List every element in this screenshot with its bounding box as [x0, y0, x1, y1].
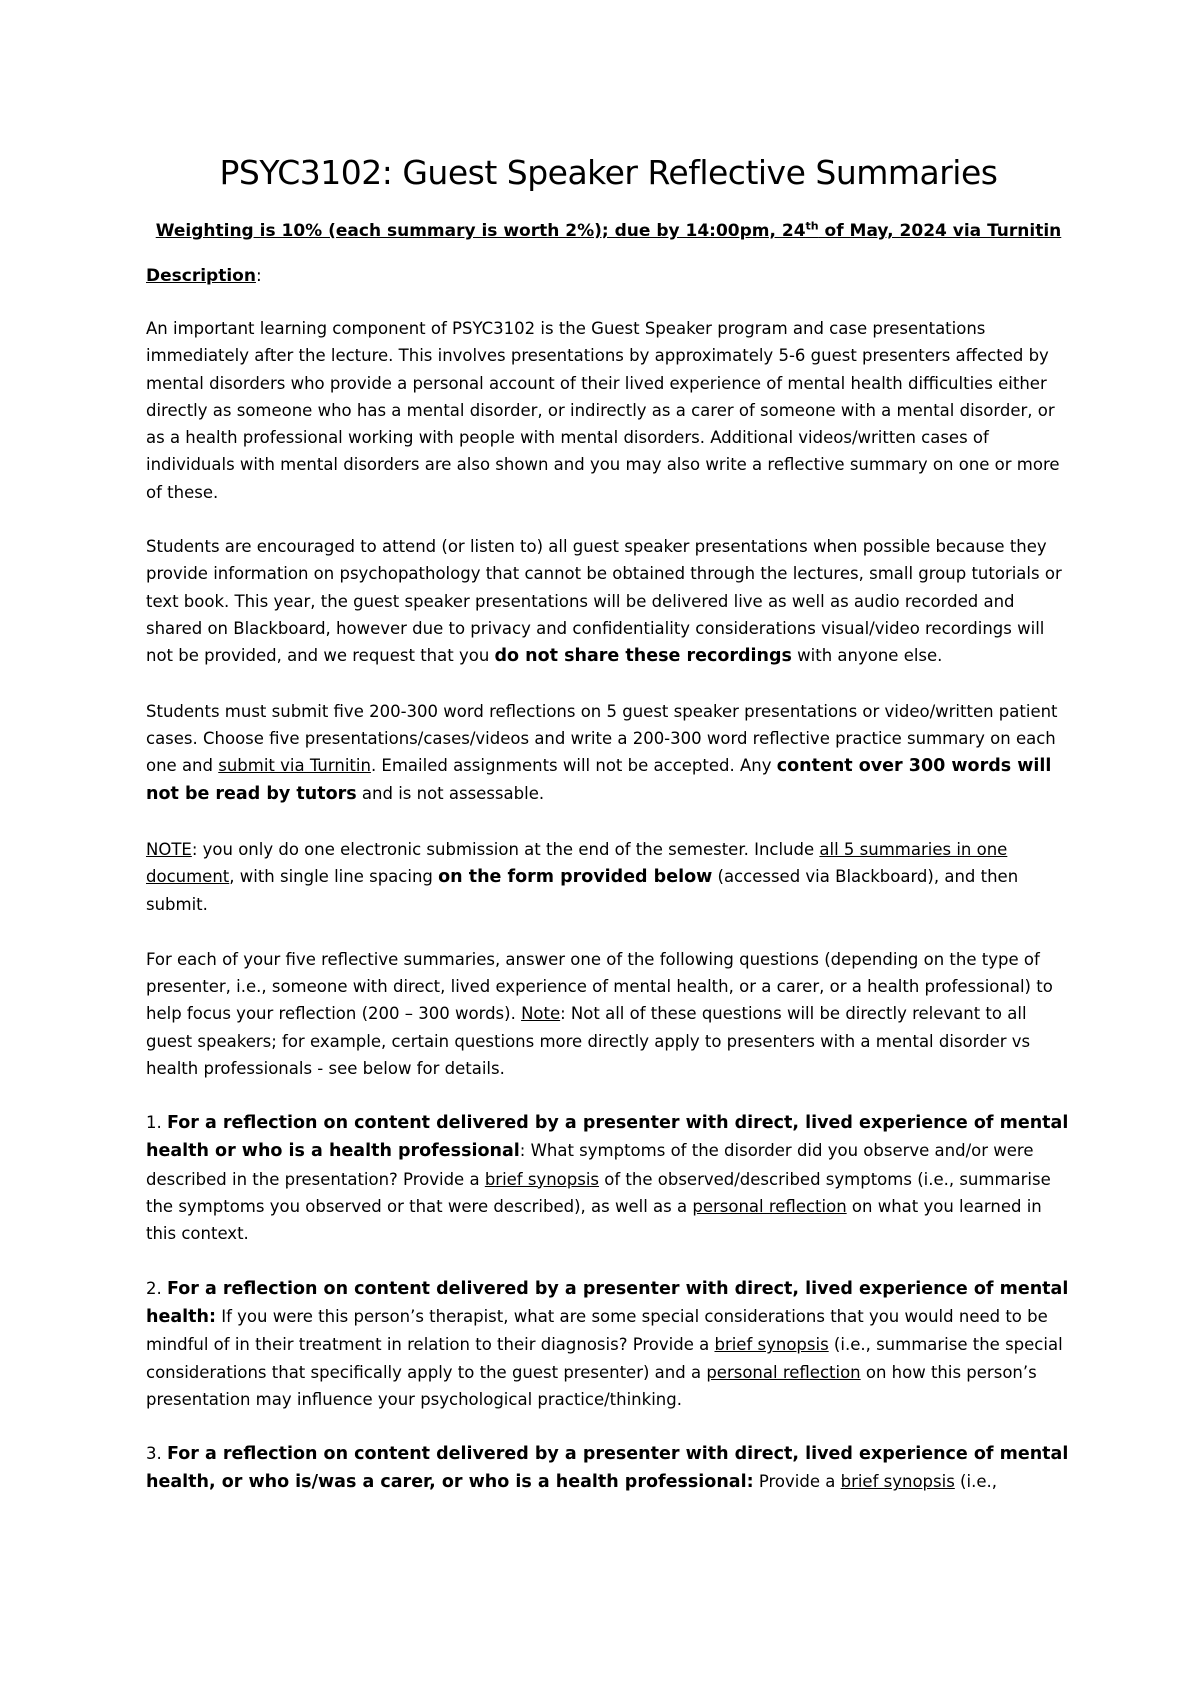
note-label: NOTE	[146, 839, 192, 859]
question-2-text-2: (i.e., summarise the special considerations that specifically apply to the guest presenter) and a	[146, 1335, 1063, 1382]
description-heading-colon: :	[255, 266, 262, 286]
document-body	[146, 150, 1071, 1524]
question-1-number: 1.	[146, 1113, 167, 1133]
questions-intro-text-2: : Not all of these questions will be directly relevant to all guest speakers; for example, certain questions more directly apply to presenters with a mental disorder vs health professionals - see below for details.	[146, 1004, 1031, 1078]
submission-text-2: . Emailed assignments will not be accepted. Any	[370, 756, 777, 776]
question-1-underline-2: personal reflection	[692, 1197, 847, 1217]
questions-intro-note: Note	[521, 1004, 561, 1024]
paragraph-attendance	[146, 533, 1071, 670]
question-3-heading: For a reflection on content delivered by a presenter with direct, lived experience of mental health, or who is/was a carer, or who is a health professional:	[146, 1444, 1069, 1493]
question-1-text-1: : What symptoms of the disorder did you observe and/or were described in the presentation? Provide a	[146, 1141, 1034, 1189]
subtitle-text-end: of May, 2024 via Turnitin	[818, 221, 1062, 241]
note-bold: on the form provided below	[438, 867, 713, 888]
paragraph-attendance-end: with anyone else.	[791, 646, 943, 666]
question-3-text-1: Provide a	[753, 1472, 841, 1492]
note-text-1: : you only do one electronic submission at the end of the semester. Include	[191, 839, 820, 859]
paragraph-attendance-text: Students are encouraged to attend (or listen to) all guest speaker presentations when possible because they provide information on psychopathology that cannot be obtained through the lectures, small group tutorials or text book. This year, the guest speaker presentations will be delivered live as well as audio recorded and shared on Blackboard, however due to privacy and confidentiality considerations visual/video recordings will not be provided, and we request that you	[146, 537, 1062, 666]
question-1-text-2: of the observed/described symptoms (i.e., summarise the symptoms you observed or that were described), as well as a	[146, 1169, 1051, 1217]
question-1-text-3: on what you learned in this context.	[146, 1197, 1042, 1244]
question-1-heading: For a reflection on content delivered by a presenter with direct, lived experience of mental health or who is a health professional	[146, 1113, 1069, 1162]
note-text-2: , with single line spacing	[229, 867, 439, 887]
question-1-underline-1: brief synopsis	[484, 1169, 600, 1189]
question-2	[146, 1275, 1071, 1413]
questions-intro-text-1: For each of your five reflective summaries, answer one of the following questions (depending on the type of presenter, i.e., someone with direct, lived experience of mental health, or a carer, or a health professional) to help focus your reflection (200 – 300 words).	[146, 949, 1053, 1024]
paragraph-note	[146, 836, 1071, 919]
note-text-3: (accessed via Blackboard), and then submit.	[146, 867, 1019, 915]
note-underline: all 5 summaries in one document	[146, 839, 1008, 887]
question-3-number: 3.	[146, 1444, 167, 1464]
document-title: PSYC3102: Guest Speaker Reflective Summaries	[219, 153, 998, 192]
question-3-underline-1: brief synopsis	[840, 1472, 955, 1492]
submission-text-1: Students must submit five 200-300 word reflections on 5 guest speaker presentations or video/written patient cases. Choose five presentations/cases/videos and write a 200-300 word reflective practice summary on each one and	[146, 701, 1058, 776]
submission-bold: content over 300 words will not be read by tutors	[146, 756, 1052, 805]
question-3	[146, 1440, 1071, 1497]
question-2-heading: For a reflection on content delivered by a presenter with direct, lived experience of mental health:	[146, 1278, 1069, 1327]
paragraph-intro: An important learning component of PSYC3102 is the Guest Speaker program and case presentations immediately after the lecture. This involves presentations by approximately 5-6 guest presenters affected by mental disorders who provide a personal account of their lived experience of mental health difficulties either directly as someone who has a mental disorder, or indirectly as a carer of someone with a mental disorder, or as a health professional working with people with mental disorders. Additional videos/written cases of individuals with mental disorders are also shown and you may also write a reflective summary on one or more of these.	[146, 319, 1060, 502]
subtitle-text: Weighting is 10% (each summary is worth 2%); due by 14:00pm, 24	[155, 221, 806, 241]
subtitle-superscript: th	[805, 219, 819, 233]
paragraph-submission	[146, 698, 1071, 809]
submission-text-3: and is not assessable.	[356, 784, 545, 804]
question-3-text-2: (i.e.,	[954, 1472, 997, 1492]
description-heading-label: Description	[146, 266, 256, 286]
document-subtitle	[146, 219, 1071, 243]
question-2-text-1: If you were this person’s therapist, what are some special considerations that you would need to be mindful of in their treatment in relation to their diagnosis? Provide a	[146, 1306, 1048, 1355]
description-heading	[146, 264, 1071, 288]
question-2-number: 2.	[146, 1278, 167, 1298]
question-1	[146, 1109, 1071, 1247]
question-2-underline-1: brief synopsis	[714, 1335, 829, 1355]
question-2-text-3: on how this person’s presentation may influence your psychological practice/thinking.	[146, 1362, 1037, 1409]
question-2-underline-2: personal reflection	[706, 1362, 861, 1382]
paragraph-attendance-bold: do not share these recordings	[494, 646, 792, 667]
paragraph-questions-intro	[146, 946, 1071, 1082]
submission-underline: submit via Turnitin	[218, 756, 371, 776]
